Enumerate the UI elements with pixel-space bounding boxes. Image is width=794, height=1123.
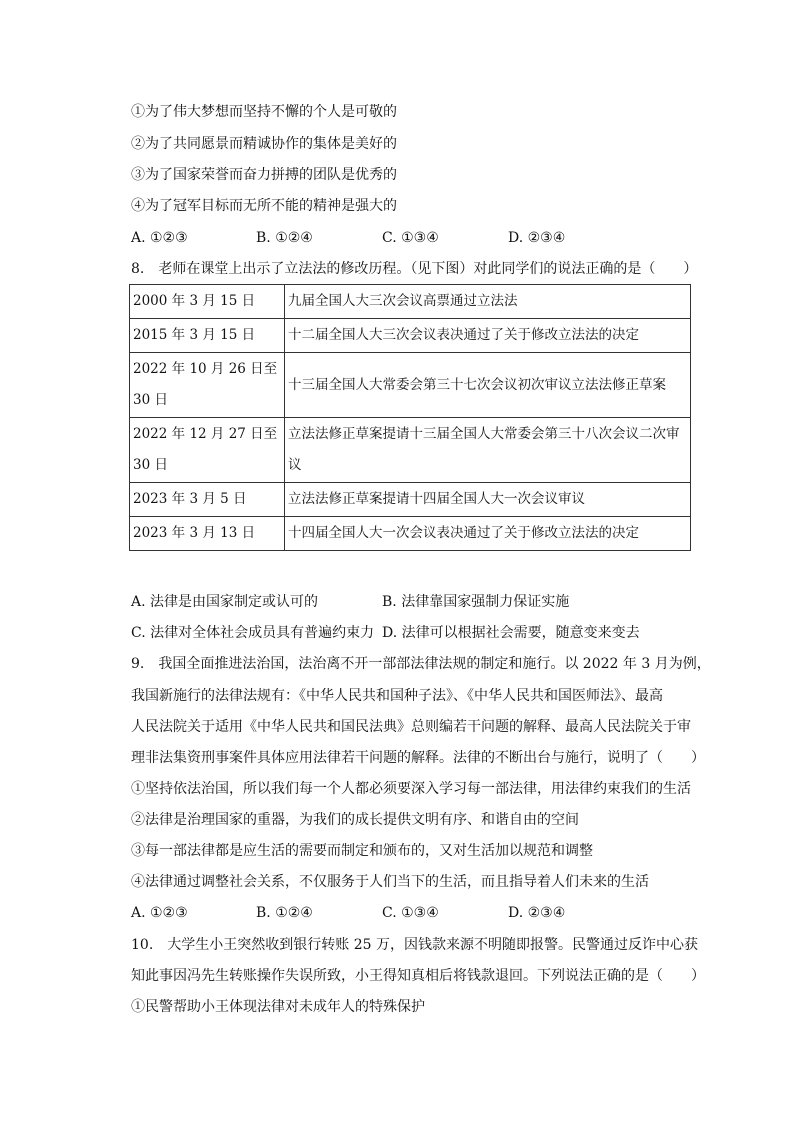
- q7-option-b: B. ①②④: [256, 230, 313, 246]
- table-cell-date-text: 2022 年 10 月 26 日至 30 日: [133, 361, 278, 408]
- table-row: [130, 353, 691, 418]
- table-cell-date: [130, 418, 285, 483]
- table-cell-event: 十四届全国人大一次会议表决通过了关于修改立法法的决定: [285, 517, 691, 551]
- q8-option-c: C. 法律对全体社会成员具有普遍约束力: [131, 625, 375, 641]
- table-cell-date: 2023 年 3 月 5 日: [130, 483, 285, 517]
- q9-option-d: D. ②③④: [508, 905, 566, 921]
- legislation-history-table: [129, 284, 691, 551]
- q9-stem-line-1: 9. 我国全面推进法治国，法治离不开一部部法律法规的制定和施行。以 2022 年 3 月为例，: [131, 656, 711, 672]
- table-row: [130, 319, 691, 353]
- table-cell-date: [130, 353, 285, 418]
- q7-statement-4: ④为了冠军目标而无所不能的精神是强大的: [131, 198, 397, 214]
- q7-statement-1: ①为了伟大梦想而坚持不懈的个人是可敬的: [131, 104, 397, 120]
- q9-option-b: B. ①②④: [256, 905, 313, 921]
- q9-statement-1: ①坚持依法治国，所以我们每一个人都必须要深入学习每一部法律，用法律约束我们的生活: [131, 781, 691, 797]
- q10-stem-line-2: 知此事因冯先生转账操作失误所致，小王得知真相后将钱款退回。下列说法正确的是（ ）: [131, 968, 705, 984]
- table-row: [130, 517, 691, 551]
- q7-statement-2: ②为了共同愿景而精诚协作的集体是美好的: [131, 136, 397, 152]
- table-cell-event: 立法法修正草案提请十三届全国人大常委会第三十八次会议二次审议: [285, 418, 691, 483]
- q8-option-d: D. 法律可以根据社会需要，随意变来变去: [382, 625, 640, 641]
- q10-stem-line-1: 10. 大学生小王突然收到银行转账 25 万，因钱款来源不明随即报警。民警通过反诈中心获: [131, 937, 698, 953]
- q9-statement-3: ③每一部法律都是应生活的需要而制定和颁布的，又对生活加以规范和调整: [131, 843, 593, 859]
- q7-option-a: A. ①②③: [131, 230, 188, 246]
- q10-statement-1: ①民警帮助小王体现法律对未成年人的特殊保护: [131, 999, 425, 1015]
- table-row: [130, 418, 691, 483]
- table-cell-event: 十二届全国人大三次会议表决通过了关于修改立法法的决定: [285, 319, 691, 353]
- q8-stem: 8. 老师在课堂上出示了立法法的修改历程。（见下图）对此同学们的说法正确的是（ ）: [131, 261, 698, 277]
- q9-statement-2: ②法律是治理国家的重器，为我们的成长提供文明有序、和谐自由的空间: [131, 812, 579, 828]
- q9-stem-line-4: 理非法集资刑事案件具体应用法律若干问题的解释。法律的不断出台与施行，说明了（ ）: [131, 750, 705, 766]
- q7-statement-3: ③为了国家荣誉而奋力拼搏的团队是优秀的: [131, 167, 397, 183]
- q8-option-b: B. 法律靠国家强制力保证实施: [382, 594, 570, 610]
- q9-option-a: A. ①②③: [131, 905, 188, 921]
- table-cell-event: 十三届全国人大常委会第三十七次会议初次审议立法法修正草案: [285, 353, 691, 418]
- q9-stem-line-2: 我国新施行的法律法规有：《中华人民共和国种子法》、《中华人民共和国医师法》、最高: [131, 688, 663, 704]
- q7-option-d: D. ②③④: [508, 230, 566, 246]
- q7-option-c: C. ①③④: [382, 230, 439, 246]
- table-row: [130, 285, 691, 319]
- q9-stem-line-3: 人民法院关于适用《中华人民共和国民法典》总则编若干问题的解释、最高人民法院关于审: [131, 719, 691, 735]
- q9-option-c: C. ①③④: [382, 905, 439, 921]
- table-cell-date: 2000 年 3 月 15 日: [130, 285, 285, 319]
- table-cell-event: 立法法修正草案提请十四届全国人大一次会议审议: [285, 483, 691, 517]
- table-cell-date-text: 2022 年 12 月 27 日至 30 日: [133, 426, 278, 473]
- table-cell-date: 2023 年 3 月 13 日: [130, 517, 285, 551]
- q9-statement-4: ④法律通过调整社会关系，不仅服务于人们当下的生活，而且指导着人们未来的生活: [131, 874, 649, 890]
- table-cell-event: 九届全国人大三次会议高票通过立法法: [285, 285, 691, 319]
- table-cell-date: 2015 年 3 月 15 日: [130, 319, 285, 353]
- table-row: [130, 483, 691, 517]
- q8-option-a: A. 法律是由国家制定或认可的: [131, 594, 319, 610]
